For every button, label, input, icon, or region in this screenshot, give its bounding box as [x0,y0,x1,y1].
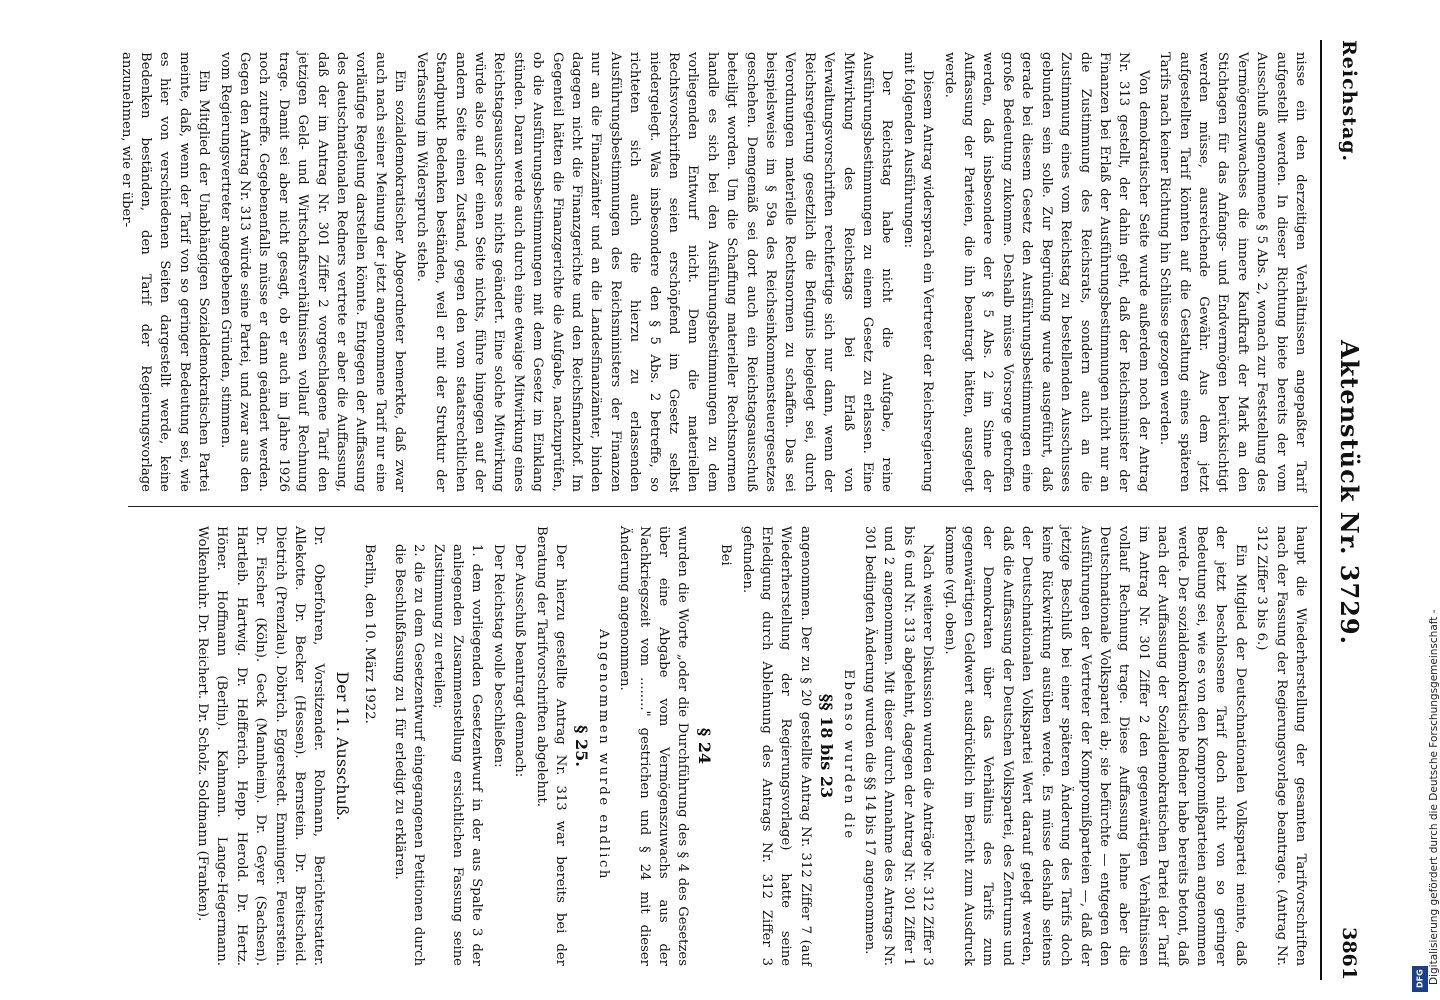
left-column [114,52,1310,492]
footer-credit: Digitalisierung gefördert durch die Deutsche Forschungsgemeinschaft - [1428,609,1440,985]
paragraph: Ein Mitglied der Deutschnationalen Volkspartei meinte, daß der jetzt beschlossene Tarif doch nicht von so geringer Bedeutung sei, wie es von den Kompromißparteien angenommen werde. Der sozialdemokratische Redner habe bereits betont, daß nach der Auffassung der Sozialdemokratischen Partei der Tarif im Antrag Nr. 301 Ziffer 2 den gegenwärtigen Verhältnissen vollauf Rechnung trage. Diese Auffassung lehne aber die Deutschnationale Volkspartei ab; sie befürchte — entgegen den Ausführungen der Vertreter der Kompromißparteien —, daß der jetzige Beschluß bei einer späteren Änderung des Tarifs doch keine Rückwirkung ausüben werde. Es müsse deshalb seitens der Deutschnationalen Volkspartei Wert darauf gelegt werden, daß die Auffassung der Deutschen Volkspartei, des Zentrums und der Demokraten über das Verhältnis des Tarifs zum gegenwärtigen Geldwert ausdrücklich im Bericht zum Ausdruck komme (vgl. oben). [941,526,1248,966]
paragraph: Der Ausschuß beantragt demnach: [512,544,528,778]
paragraph: Ebenso wurden die [840,669,856,841]
header-title: Aktenstück Nr. 3729. [1335,340,1364,645]
digitization-footer [1408,0,1440,1000]
paragraph: Bei [718,544,734,566]
header-left: Reichstag. [1338,40,1360,163]
section-heading: § 25. [572,725,592,767]
motion-list [389,526,486,966]
paragraph: wurden die Worte „oder die Durchführung des § 4 des Gesetzes über eine Abgabe vom Vermögenszuwachs aus der Nachkriegszeit vom ........" gestrichen und § 24 mit dieser Änderung angenommen. [617,526,691,966]
column-divider [128,506,1318,507]
right-column [191,526,1310,966]
list-item: 2. die zu dem Gesetzentwurf eingegangenen Petitionen durch die Beschlußfassung zu 1 für erledigt zu erklären. [391,544,427,966]
paragraph: Diesem Antrag widersprach ein Vertreter der Reichsregierung mit folgenden Ausführungen: [900,52,936,492]
signatories: Dr. Oberfohren, Vorsitzender. Rohmann, Berichterstatter. Allekotte. Dr. Becker (Hessen). Bernstein. Dr. Breitscheid. Dietrich (Prenzlau). Döbrich. Eggerstedt. Emminger. Feuerstein. Dr. Fischer (Köln). Geck (Mannheim). Dr. Geyer (Sachsen). Hartleib. Hartwig. Dr. Helfferich. Hepp. Herold. Dr. Hertz. Höner. Hoffmann (Berlin). Kahmann. Lange-Hegermann. Wolkenhuhr. Dr. Reichert. Dr. Scholz. Soldmann (Franken). [195,526,327,966]
paragraph: Der Reichstag wolle beschließen: [490,544,506,768]
paragraph: angenommen. Der zu § 20 gestellte Antrag Nr. 312 Ziffer 7 (auf Wiederherstellung der Regierungsvorlage) hatte seine Erledigung durch Ablehnung des Antrags Nr. 312 Ziffer 3 gefunden. [739,526,813,966]
document-page [100,0,1400,1000]
date-line: Berlin, den 10. März 1922. [362,544,378,724]
list-item: 1. dem vorliegenden Gesetzentwurf in der aus Spalte 3 der anliegenden Zusammenstellung ersichtlichen Fassung seine Zustimmung zu erteilen; [430,544,485,966]
paragraph: haupt die Wiederherstellung der gesamten Tarifvorschriften nach der Fassung der Regierungsvorlage beantrage. (Antrag Nr. 312 Ziffer 3 bis 6.) [1254,526,1308,966]
paragraph: Nach weiterer Diskussion wurden die Anträge Nr. 312 Ziffer 3 bis 6 und Nr. 313 abgelehnt, dagegen der Antrag Nr. 301 Ziffer 1 und 2 angenommen. Mit dieser durch Annahme des Antrags Nr. 301 bedingten Änderung wurden die §§ 14 bis 17 angenommen. [862,526,936,966]
header-rule [1320,40,1322,980]
section-heading: §§ 18 bis 23 [817,693,837,799]
paragraph: Der Reichstag habe nicht die Aufgabe, reine Ausführungsbestimmungen zu einem Gesetz zu erlassen. Eine Mitwirkung des Reichstags bei Erlaß von Verwaltungsvorschriften rechtfertige sich nur dann, wenn der Reichsregierung gesetzlich die Befugnis beigelegt sei, durch Verordnungen materielle Rechtsnormen zu schaffen. Das sei beispielsweise im § 59a des Reichseinkommensteuergesetzes geschehen. Demgemäß sei dort auch ein Reichstagsausschuß beteiligt worden. Um die Schaffung materieller Rechtsnormen handle es sich bei den Ausführungsbestimmungen zu dem vorliegenden Entwurf nicht. Denn die materiellen Rechtsvorschriften seien erschöpfend im Gesetz selbst niedergelegt. Was insbesondere den § 5 Abs. 2 betreffe, so richteten sich auch die hierzu zu erlassenden Ausführungsbestimmungen des Reichsministers der Finanzen nur an die Finanzämter und an die Landesfinanzämter, binden dagegen nicht die Finanzgerichte und den Reichsfinanzhof. Im Gegenteil hätten die Finanzgerichte die Aufgabe, nachzuprüfen, ob die Ausführungsbestimmungen mit dem Gesetz im Einklang stünden. Daran werde auch durch eine etwaige Mitwirkung eines Reichstagsausschusses nichts geändert. Eine solche Mitwirkung würde also auf der einen Seite nichts, führe hingegen auf der andern Seite einen Zustand, gegen den vom staatsrechtlichen Standpunkt Bedenken beständen, weil er mit der Struktur der Verfassung im Widerspruch stehe. [413,52,895,492]
paragraph: Der hierzu gestellte Antrag Nr. 313 war bereits bei der Beratung der Tarifvorschriften abgelehnt. [533,526,568,966]
paragraph: Angenommen wurde endlich [595,629,611,881]
committee-name: Der 11. Ausschuß. [332,671,352,821]
dfg-logo-icon: DFG [1412,966,1428,992]
section-heading: § 24 [694,727,714,765]
paragraph: Von demokratischer Seite wurde außerdem noch der Antrag Nr. 313 gestellt, der dahin geht, daß der Reichsminister der Finanzen bei Erlaß der Ausführungsbestimmungen nicht nur an die Zustimmung des Reichsrats, sondern auch an die Zustimmung eines vom Reichstag zu bestellenden Ausschusses gebunden sein solle. Zur Begründung wurde ausgeführt, daß gerade bei diesem Gesetz den Ausführungsbestimmungen eine große Bedeutung zukomme. Deshalb müsse Vorsorge getroffen werden, daß insbesondere der § 5 Abs. 2 im Sinne der Auffassung der Parteien, die ihn beantragt hätten, ausgelegt werde. [941,52,1151,492]
paragraph: Ein sozialdemokratischer Abgeordneter bemerkte, daß zwar auch nach seiner Meinung der jetzt angenommene Tarif nur eine vorläufige Regelung darstellen könnte. Entgegen der Auffassung des deutschnationalen Redners vertrete er aber die Auffassung, daß der im Antrag Nr. 301 Ziffer 2 vorgeschlagene Tarif den jetzigen Geld- und Wirtschaftsverhältnissen vollauf Rechnung trage. Damit sei aber nicht gesagt, ob er auch im Jahre 1926 noch zutreffe. Gegebenenfalls müsse er dann geändert werden. Gegen den Antrag Nr. 313 würde seine Partei, und zwar aus den vom Regierungsvertreter angegebenen Gründen, stimmen. [217,52,408,492]
page-number: 3861 [1338,927,1360,980]
paragraph: Ein Mitglied der Unabhängigen Sozialdemokratischen Partei meinte, daß, wenn der Tarif von so geringer Bedeutung sei, wie es hier von verschiedenen Seiten dargestellt werde, keine Bedenken beständen, den Tarif der Regierungsvorlage anzunehmen, wie er über- [118,52,212,492]
page-header [1326,40,1366,980]
paragraph: nisse ein den derzeitigen Verhältnissen angepaßter Tarif aufgestellt werden. In dieser Richtung biete bereits der vom Ausschuß angenommene § 5 Abs. 2, wonach zur Feststellung des Vermögenszuwachses die innere Kaufkraft der Mark an den Stichtagen für das Anfangs- und Endvermögen berücksichtigt werden müsse, ausreichende Gewähr. Aus dem jetzt aufgestellten Tarif könnten auf die Gestaltung eines späteren Tarifs nach keiner Richtung hin Schlüsse gezogen werden. [1157,52,1308,492]
